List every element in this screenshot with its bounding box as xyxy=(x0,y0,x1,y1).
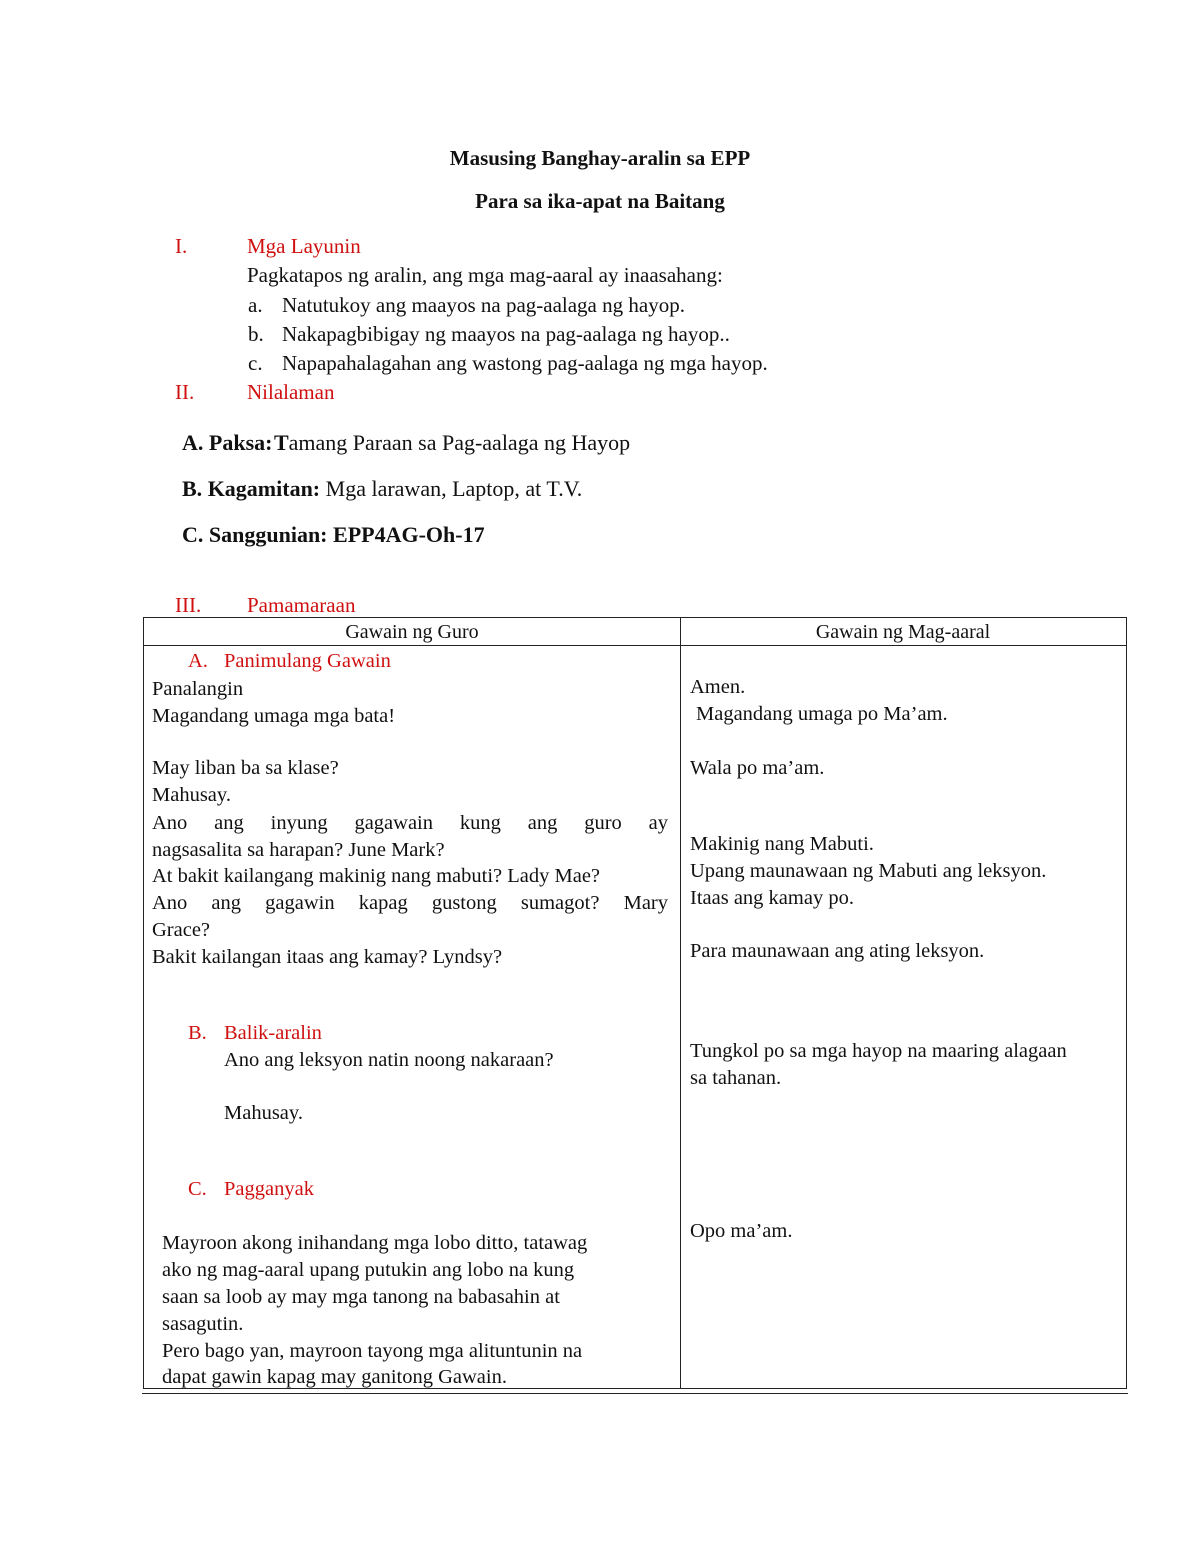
part-a-heading: Panimulang Gawain xyxy=(224,650,391,672)
topic-c-value-bold: EPP4AG-Oh-17 xyxy=(333,522,485,547)
objective-b-text: Nakapagbibigay ng maayos na pag-aalaga ng hayop.. xyxy=(282,322,730,346)
topic-a-letter: A. xyxy=(182,430,204,455)
student-answer-2: Magandang umaga po Ma’am. xyxy=(696,703,948,725)
table-header-divider xyxy=(144,645,1126,646)
student-answer-8-line-1: Tungkol po sa mga hayop na maaring alagaan xyxy=(690,1040,1067,1062)
table-header-guro: Gawain ng Guro xyxy=(345,621,479,643)
guro-question-1-line-2: nagsasalita sa harapan? June Mark? xyxy=(152,838,445,861)
student-answer-6: Itaas ang kamay po. xyxy=(690,887,854,909)
guro-line-attendance: May liban ba sa klase? xyxy=(152,757,339,779)
objective-a-letter: a. xyxy=(248,293,263,317)
student-answer-1: Amen. xyxy=(690,676,746,698)
guro-line-greeting: Magandang umaga mga bata! xyxy=(152,705,396,727)
section-3-number: III. xyxy=(175,593,202,617)
section-1-heading: Mga Layunin xyxy=(247,234,361,258)
guro-question-3 xyxy=(152,890,668,943)
part-c-line-5: Pero bago yan, mayroon tayong mga alituntunin na xyxy=(162,1340,583,1362)
part-b-question: Ano ang leksyon natin noong nakaraan? xyxy=(224,1049,554,1071)
objective-c-letter: c. xyxy=(248,351,263,375)
document-subtitle: Para sa ika-apat na Baitang xyxy=(475,189,725,213)
procedure-table xyxy=(143,617,1127,1389)
part-c-line-6: dapat gawin kapag may ganitong Gawain. xyxy=(162,1366,507,1388)
part-c-letter: C. xyxy=(188,1178,207,1200)
part-b-heading: Balik-aralin xyxy=(224,1022,322,1044)
guro-question-2: At bakit kailangang makinig nang mabuti? Lady Mae? xyxy=(152,865,601,887)
part-c-line-2: ako ng mag-aaral upang putukin ang lobo na kung xyxy=(162,1259,575,1281)
topic-a-value-bold: T xyxy=(273,430,289,455)
table-column-divider xyxy=(680,618,681,1388)
part-c-line-3: saan sa loob ay may mga tanong na babasahin at xyxy=(162,1286,560,1308)
topic-b-value: Mga larawan, Laptop, at T.V. xyxy=(325,476,583,501)
guro-line-praise: Mahusay. xyxy=(152,784,231,806)
guro-question-1 xyxy=(152,810,668,863)
section-3-heading: Pamamaraan xyxy=(247,593,356,617)
document-title: Masusing Banghay-aralin sa EPP xyxy=(449,146,751,170)
part-a-letter: A. xyxy=(188,650,208,672)
topic-b xyxy=(182,476,582,502)
table-bottom-rule xyxy=(142,1393,1128,1394)
student-answer-9: Opo ma’am. xyxy=(690,1220,793,1242)
guro-question-4: Bakit kailangan itaas ang kamay? Lyndsy? xyxy=(152,946,503,968)
topic-b-letter: B. xyxy=(182,476,203,501)
student-answer-3: Wala po ma’am. xyxy=(690,757,825,779)
student-answer-4: Makinig nang Mabuti. xyxy=(690,833,874,855)
part-c-line-4: sasagutin. xyxy=(162,1313,244,1335)
part-c-heading: Pagganyak xyxy=(224,1178,314,1200)
student-answer-7: Para maunawaan ang ating leksyon. xyxy=(690,940,985,962)
objective-a-text: Natutukoy ang maayos na pag-aalaga ng hayop. xyxy=(282,293,685,317)
section-1-number: I. xyxy=(175,234,188,258)
section-1-intro: Pagkatapos ng aralin, ang mga mag-aaral ay inaasahang: xyxy=(247,263,723,287)
table-header-magaaral: Gawain ng Mag-aaral xyxy=(815,621,991,643)
topic-a-value: amang Paraan sa Pag-aalaga ng Hayop xyxy=(288,430,631,455)
topic-c xyxy=(182,522,485,548)
guro-question-1-line-1: Ano ang inyung gagawain kung ang guro ay xyxy=(152,812,668,834)
objective-b-letter: b. xyxy=(248,322,264,346)
part-c-line-1: Mayroon akong inihandang mga lobo ditto, tatawag xyxy=(162,1232,588,1254)
student-answer-8-line-2: sa tahanan. xyxy=(690,1067,782,1089)
topic-a-label: Paksa: xyxy=(208,430,273,455)
topic-a xyxy=(182,430,630,456)
section-2-number: II. xyxy=(175,380,195,404)
student-answer-5: Upang maunawaan ng Mabuti ang leksyon. xyxy=(690,860,1047,882)
topic-c-letter: C. xyxy=(182,522,204,547)
topic-c-label: Sanggunian: xyxy=(208,522,328,547)
part-b-letter: B. xyxy=(188,1022,207,1044)
part-b-praise: Mahusay. xyxy=(224,1102,303,1124)
guro-question-3-line-2: Grace? xyxy=(152,918,211,941)
section-2-heading: Nilalaman xyxy=(247,380,335,404)
objective-c-text: Napapahalagahan ang wastong pag-aalaga ng mga hayop. xyxy=(282,351,768,375)
topic-b-label: Kagamitan: xyxy=(207,476,321,501)
guro-question-3-line-1: Ano ang gagawin kapag gustong sumagot? Mary xyxy=(152,892,668,914)
guro-line-panalangin: Panalangin xyxy=(152,678,244,700)
